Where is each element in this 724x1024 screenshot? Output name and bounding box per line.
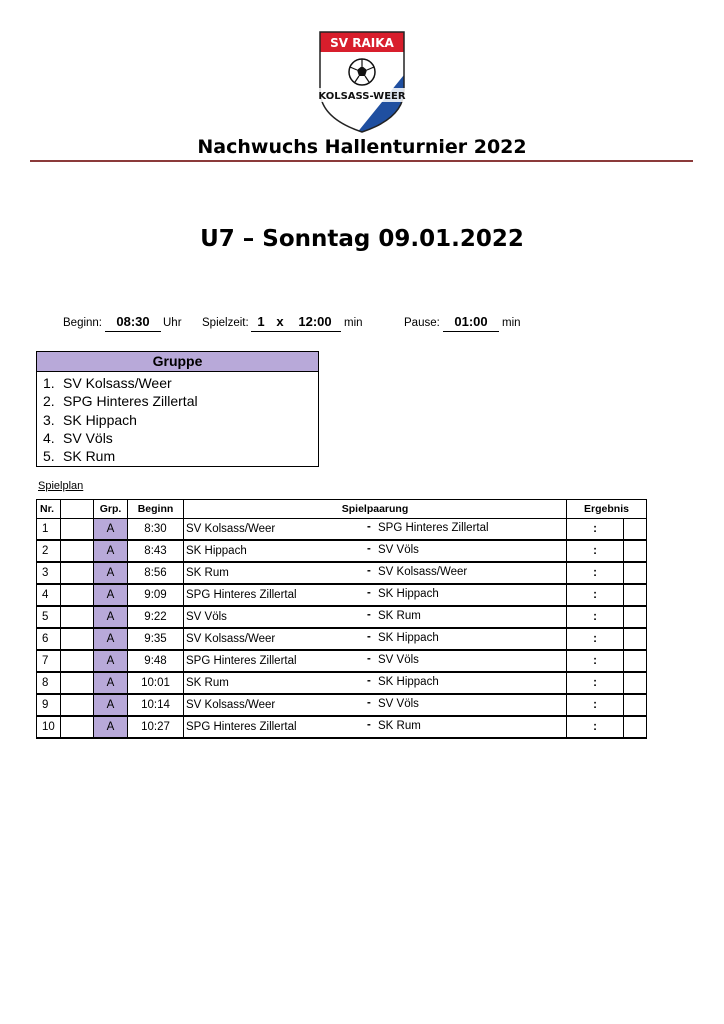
group-team-list [37,372,318,466]
col-header-beginn: Beginn [128,500,184,519]
match-time: 10:14 [128,694,184,716]
blank-cell [61,584,94,606]
versus-dash: - [367,609,371,621]
result-extra-cell [624,672,647,694]
time-settings [0,314,724,334]
versus-dash: - [367,675,371,687]
logo-top-text: SV RAIKA [330,36,394,50]
table-row [37,672,647,694]
spielzeit-label: Spielzeit: [202,317,249,329]
result-extra-cell [624,716,647,738]
match-pairing [184,562,567,584]
match-result: : [567,519,624,541]
table-row [37,694,647,716]
blank-cell [61,716,94,738]
match-time: 9:35 [128,628,184,650]
match-result: : [567,672,624,694]
table-row [37,716,647,738]
versus-dash: - [367,697,371,709]
versus-dash: - [367,543,371,555]
match-result: : [567,562,624,584]
blank-cell [61,519,94,541]
match-result: : [567,628,624,650]
match-pairing [184,540,567,562]
away-team: SV Völs [378,544,419,556]
spielplan-label: Spielplan [38,480,84,492]
pause-label: Pause: [404,317,440,329]
result-extra-cell [624,519,647,541]
soccer-ball-icon [349,59,375,85]
spielzeit-count: 1 [251,314,271,332]
logo-bottom-text: KOLSASS-WEER [318,91,406,102]
home-team: SV Völs [186,611,227,623]
match-number: 5 [37,606,61,628]
beginn-unit: Uhr [163,317,182,329]
match-pairing [184,519,567,541]
list-item: 1. SV Kolsass/Weer [43,375,172,391]
result-extra-cell [624,606,647,628]
match-pairing [184,606,567,628]
match-time: 8:56 [128,562,184,584]
title-divider [30,160,693,162]
match-group: A [94,562,128,584]
table-row [37,584,647,606]
list-item: 2. SPG Hinteres Zillertal [43,393,198,410]
home-team: SK Rum [186,567,229,579]
table-row [37,519,647,541]
match-group: A [94,584,128,606]
beginn-value: 08:30 [105,314,161,332]
table-row [37,628,647,650]
result-extra-cell [624,650,647,672]
away-team: SPG Hinteres Zillertal [378,522,489,534]
match-number: 9 [37,694,61,716]
home-team: SPG Hinteres Zillertal [186,589,297,601]
day-title: U7 – Sonntag 09.01.2022 [200,226,524,252]
away-team: SK Rum [378,720,421,732]
group-box [36,351,319,467]
home-team: SK Hippach [186,545,247,557]
club-logo [316,30,408,134]
table-row [37,540,647,562]
versus-dash: - [367,587,371,599]
match-time: 9:22 [128,606,184,628]
home-team: SPG Hinteres Zillertal [186,721,297,733]
blank-cell [61,628,94,650]
match-group: A [94,716,128,738]
away-team: SK Hippach [378,588,439,600]
away-team: SV Kolsass/Weer [378,566,468,578]
match-pairing [184,584,567,606]
spielzeit-unit: min [344,317,363,329]
match-group: A [94,606,128,628]
match-group: A [94,540,128,562]
list-item: 3. SK Hippach [43,411,137,428]
table-row [37,606,647,628]
match-group: A [94,628,128,650]
beginn-label: Beginn: [63,317,103,329]
match-result: : [567,584,624,606]
col-header-grp: Grp. [94,500,128,519]
home-team: SV Kolsass/Weer [186,633,276,645]
blank-cell [61,694,94,716]
match-time: 10:01 [128,672,184,694]
blank-cell [61,672,94,694]
versus-dash: - [367,631,371,643]
match-number: 2 [37,540,61,562]
match-pairing [184,716,567,738]
versus-dash: - [367,719,371,731]
group-title: Gruppe [37,352,318,372]
match-result: : [567,650,624,672]
match-group: A [94,672,128,694]
match-pairing [184,650,567,672]
away-team: SK Hippach [378,676,439,688]
pause-unit: min [502,317,521,329]
match-group: A [94,650,128,672]
col-header-spielpaarung: Spielpaarung [184,500,567,519]
tournament-title: Nachwuchs Hallenturnier 2022 [197,136,527,158]
blank-cell [61,606,94,628]
match-number: 10 [37,716,61,738]
versus-dash: - [367,565,371,577]
blank-cell [61,540,94,562]
match-time: 8:43 [128,540,184,562]
result-extra-cell [624,694,647,716]
spielzeit-value: 12:00 [289,314,341,332]
match-result: : [567,716,624,738]
result-extra-cell [624,562,647,584]
versus-dash: - [367,521,371,533]
spielzeit-times: x [271,314,289,332]
match-group: A [94,519,128,541]
result-extra-cell [624,584,647,606]
pause-value: 01:00 [443,314,499,332]
match-time: 10:27 [128,716,184,738]
match-pairing [184,628,567,650]
versus-dash: - [367,653,371,665]
away-team: SV Völs [378,654,419,666]
table-row [37,562,647,584]
result-extra-cell [624,540,647,562]
home-team: SV Kolsass/Weer [186,523,276,535]
blank-cell [61,562,94,584]
away-team: SV Völs [378,698,419,710]
blank-cell [61,650,94,672]
list-item: 5. SK Rum [43,448,116,465]
home-team: SV Kolsass/Weer [186,699,276,711]
match-result: : [567,606,624,628]
table-header-row [37,500,647,519]
home-team: SK Rum [186,677,229,689]
table-row [37,650,647,672]
match-group: A [94,694,128,716]
away-team: SK Hippach [378,632,439,644]
match-time: 9:09 [128,584,184,606]
away-team: SK Rum [378,610,421,622]
home-team: SPG Hinteres Zillertal [186,655,297,667]
match-time: 8:30 [128,519,184,541]
match-number: 4 [37,584,61,606]
match-number: 7 [37,650,61,672]
match-number: 8 [37,672,61,694]
match-result: : [567,540,624,562]
match-number: 1 [37,519,61,541]
col-header-blank [61,500,94,519]
match-number: 6 [37,628,61,650]
match-pairing [184,694,567,716]
col-header-ergebnis: Ergebnis [567,500,647,519]
list-item: 4. SV Völs [43,429,113,446]
match-time: 9:48 [128,650,184,672]
col-header-nr: Nr. [37,500,61,519]
result-extra-cell [624,628,647,650]
match-schedule-table [36,499,647,739]
match-result: : [567,694,624,716]
match-number: 3 [37,562,61,584]
match-pairing [184,672,567,694]
